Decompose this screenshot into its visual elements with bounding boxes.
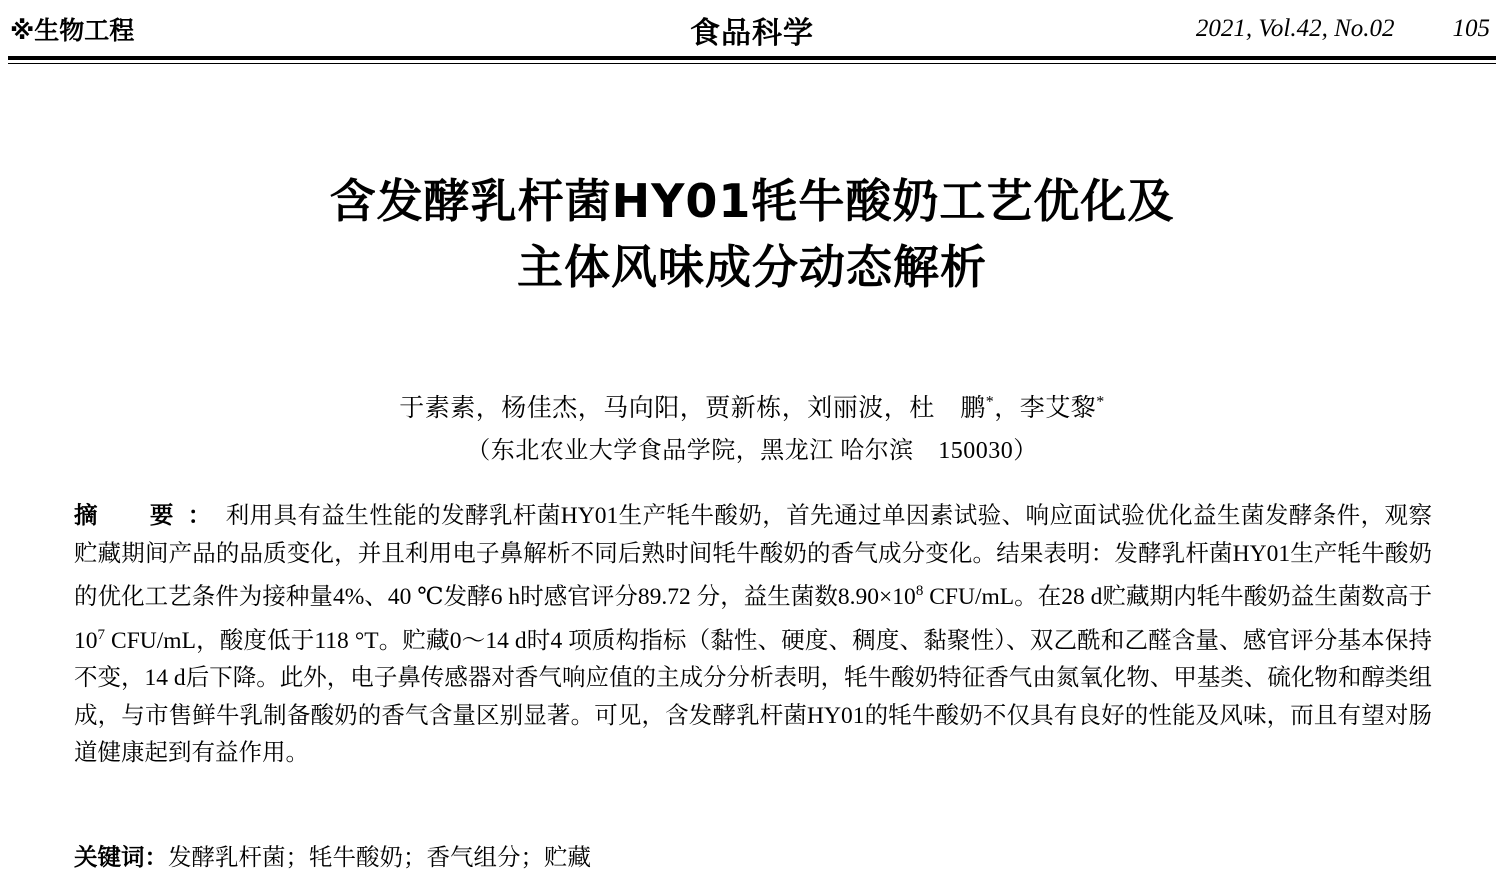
abstract-text-3: CFU/mL，酸度低于118 °T。贮藏0～14 d时4 项质构指标（黏性、硬度、稠度、黏聚性）、双乙酰和乙醛含量、感官评分基本保持不变，14 d后下降。此外，电子鼻传感器对香气响应值的主成分分析表明，牦牛酸奶特征香气由氮氧化物、甲基类、硫化物和醇类组成，与市售鲜牛乳制备酸奶的香气含量区别显著。可见，含发酵乳杆菌HY01的牦牛酸奶不仅具有良好的性能及风味，而且有望对肠道健康起到有益作用。	[74, 627, 1432, 767]
abstract-text-1: 利用具有益生性能的发酵乳杆菌HY01生产牦牛酸奶，首先通过单因素试验、响应面试验优化益生菌发酵条件，观察贮藏期间产品的品质变化，并且利用电子鼻解析不同后熟时间牦牛酸奶的香气成分变化。结果表明：发酵乳杆菌HY01生产牦牛酸奶的优化工艺条件为接种量4%、40 ℃发酵6 h时感官评分89.72 分，益生菌数8.90×10	[74, 503, 1432, 611]
header-rule-thin	[8, 63, 1496, 64]
header-rule-thick	[8, 56, 1496, 60]
author-names: 于素素，杨佳杰，马向阳，贾新栋，刘丽波，杜 鹏*，李艾黎*	[399, 393, 1105, 422]
keywords-text: 发酵乳杆菌；牦牛酸奶；香气组分；贮藏	[168, 845, 591, 871]
abstract-sup-2: 7	[97, 626, 105, 643]
abstract-sup-1: 8	[915, 583, 924, 600]
keywords	[74, 840, 1432, 876]
page-number: 105	[1452, 15, 1490, 42]
abstract-label: 摘 要：	[74, 503, 226, 529]
volume-info: 2021, Vol.42, No.02	[1195, 15, 1395, 42]
title-line-1: 含发酵乳杆菌HY01牦牛酸奶工艺优化及	[329, 174, 1175, 228]
running-head	[0, 0, 1504, 58]
journal-name: 食品科学	[690, 16, 814, 51]
author-list	[0, 388, 1504, 424]
keywords-label: 关键词：	[74, 845, 168, 871]
article-title	[0, 168, 1504, 300]
affiliation: （东北农业大学食品学院，黑龙江 哈尔滨 150030）	[466, 438, 1038, 464]
abstract	[74, 498, 1432, 773]
title-line-2: 主体风味成分动态解析	[517, 240, 987, 294]
running-head-right	[1196, 15, 1490, 43]
abstract-text-2: CFU/mL。在28 d贮藏期内牦牛酸奶益生菌数高于10	[74, 584, 1432, 654]
section-mark: ※生物工程	[10, 16, 135, 45]
